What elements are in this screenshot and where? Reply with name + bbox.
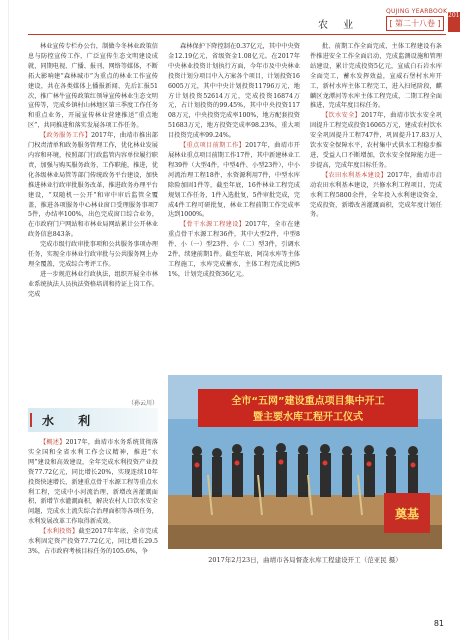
foundation-stone-text: 奠基 [394, 507, 420, 521]
yearbook-badge [386, 8, 448, 31]
column-2 [168, 42, 300, 372]
column-1 [28, 42, 158, 404]
paragraph-heading: 【水利投资】 [40, 528, 79, 536]
paragraph: 【水利投资】截至2017年年底，全市完成水利固定资产投资77.72亿元，同比增长29.53%，占市政府考核目标任务的105.6%，争 [28, 528, 158, 555]
paragraph-heading: 【骨干水源工程建设】 [180, 221, 246, 229]
paragraph: 林业宣传专栏办公台，制做今冬林业政策信息与防控宣传工作，广泛宣传生态文明建设成就，同期电视、广播、报刊、网络等媒体，不断拓大影响建“森林城市”为重点的林业工作宣传建设，共在各类媒体上播报新闻、先后汇报51次，推广林牛宣传政策红领导宣传林业生态文明宣传等，完成乡镇村山林地区第三季度工作任务和重点业务，开展宣传林业营建推送“重点地区”，共同推进和落实发展各项工作任务。 [28, 43, 158, 130]
section-banner [28, 408, 158, 432]
column-3 [310, 42, 442, 367]
paragraph-heading: 【农田水利基本建设】 [322, 171, 388, 179]
ceremony-photo-illustration [168, 375, 442, 549]
paragraph-heading: 【重点项目前期工作】 [180, 142, 246, 150]
section-banner-title: 水 利 [42, 414, 101, 428]
ceremony-photo [168, 375, 442, 549]
source-credit: （孙云川） [127, 400, 158, 407]
photo-banner-line1: 全市“五网”建设重点项目集中开工 [231, 396, 385, 407]
paragraph: 完成市级行政审批事项和公共服务事项办理任务，实现全市林业行政审批与公共服务网上办理全覆盖，完成综合考评工作。 [28, 241, 158, 268]
photo-banner-line2: 暨主要水库工程开工仪式 [253, 412, 363, 423]
section-title-header: 农 业 [318, 20, 360, 31]
paragraph: 【骨干水源工程建设】2017年，全市在建重点骨干水源工程36件，其中大型2件，中型8件、小（一）型23件、小（二）型3件，引调水2件，续建前期1件。截至年底，阿岗水库等主体工程施工，水库完成蓄水，主体工程完成比例51%，计划完成投资36亿元。 [168, 221, 300, 278]
paragraph: 【重点项目前期工作】2017年，曲靖市开展林业重点项目前期工作17件，其中新建林业工程39件（大型4件，中型4件、小型23件），中小河流治理工程18件，水资源利用7件，中型水库除险加固1件等，截至年底，16件林业工程完成规划工作任务，1件入选批复，5件审批完成，完成4件工程可研批复，林业工程前期工作完成率达到1000%。 [168, 142, 300, 219]
paragraph: 【政务服务工作】2017年，曲靖市推出部门权责清单和政务服务管理工作，优化林业发展内容和环境，按照部门行政监管内容单位履行职责，加强与购买服务政务，工作职能，推进，优化各级林业局管等部门传统政务平台建设，加快推进林业行政审批服务改革，推进政务办理平台建设，“双随机一公开”和审中审后监管全覆盖，推进各项服务中心林业窗口受理服务事项75件，办结率100%，出色完成窗口综合业务，在市政府门户网站和市林业局网站累计公开林业政务信息843条。 [28, 132, 158, 239]
paragraph-heading: 【概述】 [40, 439, 66, 446]
photo-caption: 2017年2月23日，曲靖市各局督查水库工程建设开工（范亚民 摄） [208, 556, 402, 564]
column-1-lower [28, 438, 158, 614]
volume-label: [ 第二十八卷 ] [386, 16, 444, 31]
banner-accent [30, 413, 41, 427]
paragraph: 进一步规范林业行政执法，组织开展全市林业系统执法人员执法资格培训和持证上岗工作。完成 [28, 270, 158, 298]
paragraph: 【饮水安全】2017年，曲靖市饮水安全巩固提升工程完成投资16065万元，建成农村饮水安全巩固提升工程747件，巩固提升17.83万人饮水安全保障水平，农村集中式供水工程稳步推进，受益人口不断增加，饮水安全保障能力进一步提高，完成年度目标任务。 [310, 112, 442, 169]
paragraph-heading: 【政务服务工作】 [40, 132, 92, 140]
page-number: 81 [433, 619, 444, 628]
page-fold-shadow [8, 0, 9, 640]
paragraph: 【农田水利基本建设】2017年，曲靖市启动农田水利基本建设，兴修水利工程项目，完成水利工程5800余件，全年投入水利建设资金，完成投资，新增改善灌溉面积，完成年度计划任务。 [310, 171, 442, 219]
header-rule [28, 34, 446, 35]
paragraph-heading: 【饮水安全】 [322, 112, 362, 120]
paragraph: 森林保护下降控制在0.37亿元，其中中央资金12.19亿元，省级资金1.08亿元。在2017年中央林业投资计划执行方面，今年市及中央林业投资计划分项目中入方案各个项目，计划投资166005万元，其中中央计划投资11796万元，地方计划投资52614万元，完成投资16874万元，占计划投资的99.45%，其中中央投资11708万元，中央投资完成率100%，地方配套投资51683万元，地方投资完成率98.23%，重大项目投资完成率99.24%。 [168, 43, 300, 140]
paragraph: 批、前期工作全面完成，主体工程建设有条件推进安全工作全面启动，完成监测设施和管理站建设，累计完成投资5亿元，宣威白石岩水库全面完工，蓄水发挥效益，宣威石堡村水库开工，新村水库主体工程完工，进入扫尾阶段，麒麟区龙潭河等水库主体工程完成，二期工程全面推进，完成年度目标任务。 [310, 43, 442, 110]
paragraph: 【概述】2017年，曲靖市水务系统贯彻落实全国和全省水利工作会议精神，推进“水网”建设和高效建设，全年完成水利投资产业投资77.72亿元，同比增长20%，实现连续10年投资快速增长，新建重点骨干水源工程等重点水利工程，完成中小河流治理，新增改善灌溉面积，新增节水灌溉面积，解决农村人口饮水安全问题，完成水土流失综合治理面积等各项任务，水利发展改革工作取得新成效。 [28, 439, 158, 526]
year-tab: 2018 [448, 12, 460, 32]
yearbook-name: QUJING YEARBOOK [386, 8, 448, 15]
